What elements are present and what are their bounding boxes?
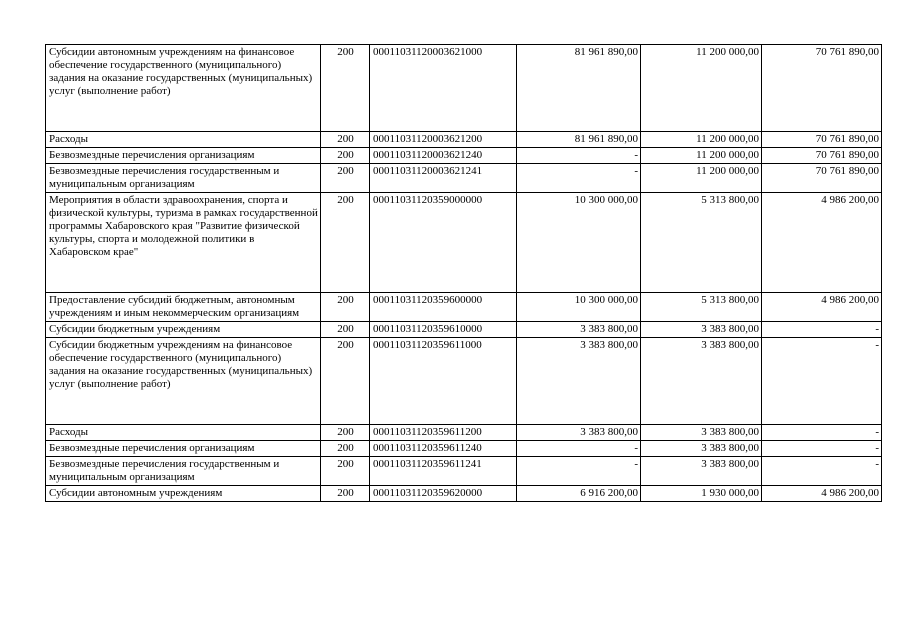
row-approved: 81 961 890,00 xyxy=(517,132,641,148)
row-unexecuted: 4 986 200,00 xyxy=(762,193,882,293)
row-executed: 11 200 000,00 xyxy=(641,148,762,164)
row-name: Субсидии бюджетным учреждениям на финансовое обеспечение государственного (муниципального) задания на оказание государственных (муниципальных) услуг (выполнение работ) xyxy=(46,338,321,425)
row-approved: - xyxy=(517,457,641,486)
row-name: Субсидии бюджетным учреждениям xyxy=(46,322,321,338)
table-row xyxy=(46,322,882,338)
row-code: 200 xyxy=(321,441,370,457)
row-unexecuted: 70 761 890,00 xyxy=(762,148,882,164)
row-code: 200 xyxy=(321,338,370,425)
table-row xyxy=(46,338,882,425)
row-unexecuted: 70 761 890,00 xyxy=(762,45,882,132)
row-unexecuted: - xyxy=(762,322,882,338)
table-row xyxy=(46,441,882,457)
table-row xyxy=(46,457,882,486)
row-code: 200 xyxy=(321,486,370,502)
row-classifier: 00011031120359611000 xyxy=(370,338,517,425)
row-approved: 10 300 000,00 xyxy=(517,193,641,293)
row-name: Расходы xyxy=(46,425,321,441)
table-row xyxy=(46,193,882,293)
table-row xyxy=(46,164,882,193)
row-classifier: 00011031120359600000 xyxy=(370,293,517,322)
row-name: Субсидии автономным учреждениям на финансовое обеспечение государственного (муниципального) задания на оказание государственных (муниципальных) услуг (выполнение работ) xyxy=(46,45,321,132)
row-executed: 5 313 800,00 xyxy=(641,193,762,293)
row-unexecuted: 70 761 890,00 xyxy=(762,132,882,148)
table-row xyxy=(46,425,882,441)
table-row xyxy=(46,148,882,164)
row-unexecuted: 4 986 200,00 xyxy=(762,486,882,502)
row-classifier: 00011031120003621240 xyxy=(370,148,517,164)
row-classifier: 00011031120003621000 xyxy=(370,45,517,132)
row-executed: 11 200 000,00 xyxy=(641,164,762,193)
row-name: Расходы xyxy=(46,132,321,148)
row-unexecuted: 70 761 890,00 xyxy=(762,164,882,193)
row-code: 200 xyxy=(321,45,370,132)
row-unexecuted: - xyxy=(762,457,882,486)
row-approved: 10 300 000,00 xyxy=(517,293,641,322)
budget-execution-table xyxy=(45,44,882,502)
row-classifier: 00011031120359620000 xyxy=(370,486,517,502)
row-name: Субсидии автономным учреждениям xyxy=(46,486,321,502)
row-name: Безвозмездные перечисления организациям xyxy=(46,441,321,457)
table-row xyxy=(46,132,882,148)
row-approved: 81 961 890,00 xyxy=(517,45,641,132)
row-executed: 3 383 800,00 xyxy=(641,322,762,338)
row-executed: 11 200 000,00 xyxy=(641,132,762,148)
row-approved: - xyxy=(517,148,641,164)
row-executed: 3 383 800,00 xyxy=(641,338,762,425)
row-approved: - xyxy=(517,164,641,193)
row-classifier: 00011031120359611241 xyxy=(370,457,517,486)
row-name: Мероприятия в области здравоохранения, спорта и физической культуры, туризма в рамках государственной программы Хабаровского края "Развитие физической культуры, спорта и молодежной политики в Хабаровском крае" xyxy=(46,193,321,293)
row-name: Предоставление субсидий бюджетным, автономным учреждениям и иным некоммерческим организациям xyxy=(46,293,321,322)
row-code: 200 xyxy=(321,164,370,193)
row-name: Безвозмездные перечисления государственным и муниципальным организациям xyxy=(46,457,321,486)
table-row xyxy=(46,45,882,132)
table-row xyxy=(46,486,882,502)
row-approved: 6 916 200,00 xyxy=(517,486,641,502)
table-row xyxy=(46,293,882,322)
row-approved: 3 383 800,00 xyxy=(517,425,641,441)
row-name: Безвозмездные перечисления государственным и муниципальным организациям xyxy=(46,164,321,193)
row-approved: - xyxy=(517,441,641,457)
row-approved: 3 383 800,00 xyxy=(517,338,641,425)
row-code: 200 xyxy=(321,148,370,164)
row-code: 200 xyxy=(321,293,370,322)
row-code: 200 xyxy=(321,425,370,441)
row-unexecuted: 4 986 200,00 xyxy=(762,293,882,322)
row-classifier: 00011031120359611240 xyxy=(370,441,517,457)
row-code: 200 xyxy=(321,193,370,293)
row-code: 200 xyxy=(321,132,370,148)
row-code: 200 xyxy=(321,322,370,338)
row-executed: 3 383 800,00 xyxy=(641,441,762,457)
row-code: 200 xyxy=(321,457,370,486)
row-classifier: 00011031120359610000 xyxy=(370,322,517,338)
row-classifier: 00011031120359000000 xyxy=(370,193,517,293)
row-unexecuted: - xyxy=(762,338,882,425)
row-executed: 5 313 800,00 xyxy=(641,293,762,322)
row-classifier: 00011031120003621241 xyxy=(370,164,517,193)
row-approved: 3 383 800,00 xyxy=(517,322,641,338)
row-executed: 1 930 000,00 xyxy=(641,486,762,502)
row-classifier: 00011031120359611200 xyxy=(370,425,517,441)
row-name: Безвозмездные перечисления организациям xyxy=(46,148,321,164)
row-unexecuted: - xyxy=(762,425,882,441)
row-unexecuted: - xyxy=(762,441,882,457)
row-executed: 11 200 000,00 xyxy=(641,45,762,132)
row-executed: 3 383 800,00 xyxy=(641,425,762,441)
row-executed: 3 383 800,00 xyxy=(641,457,762,486)
row-classifier: 00011031120003621200 xyxy=(370,132,517,148)
